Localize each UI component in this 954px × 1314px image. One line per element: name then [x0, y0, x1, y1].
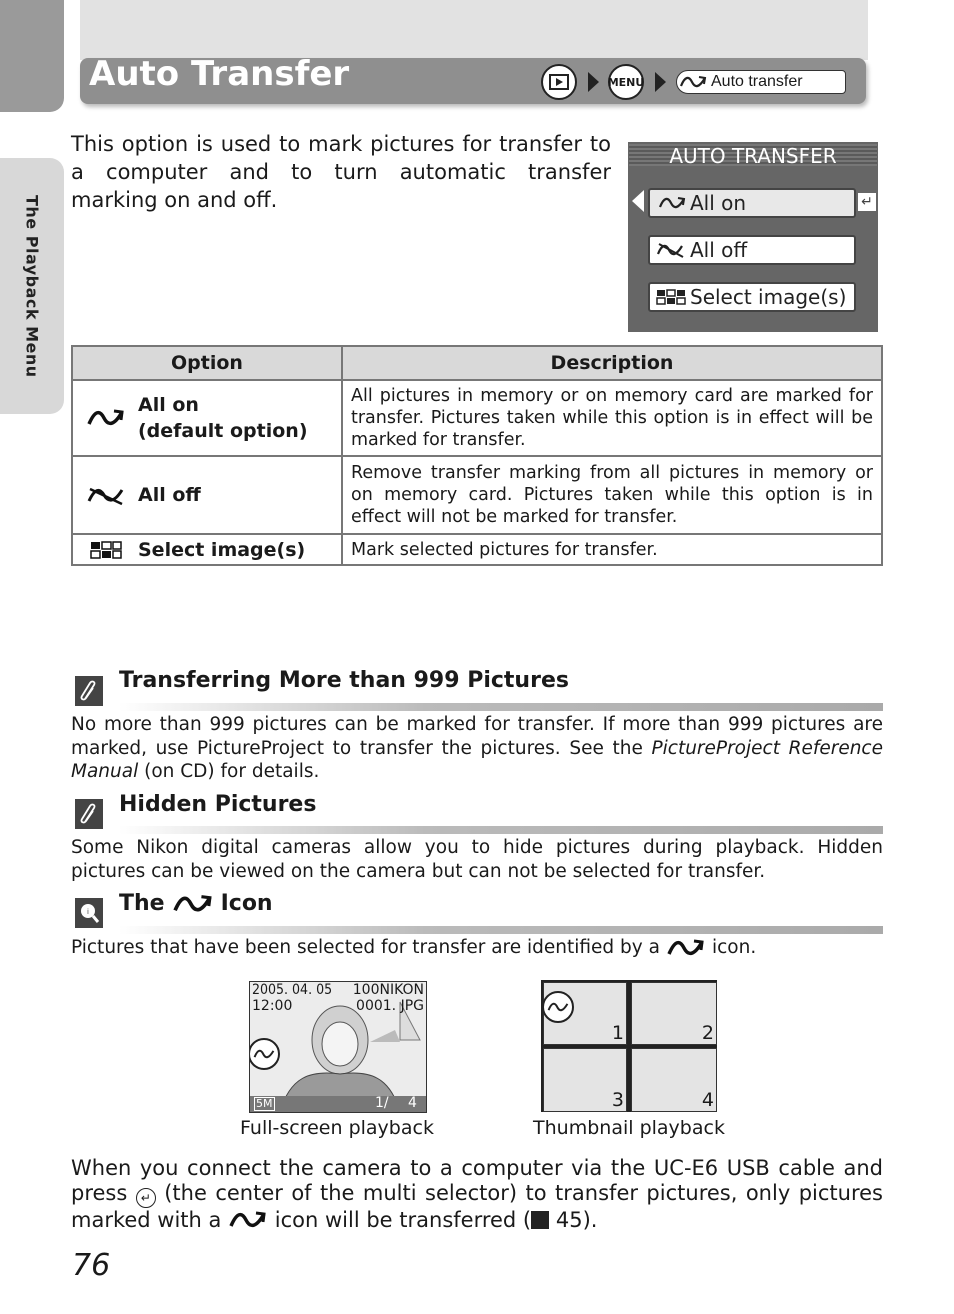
table-header: Description — [342, 346, 882, 380]
note-paperclip-icon — [75, 676, 103, 706]
photo-folder: 100NIKON — [352, 982, 424, 998]
thumbnail-playback-image — [541, 980, 717, 1112]
transfer-icon — [679, 74, 707, 90]
note-body: No more than 999 pictures can be marked for transfer. If more than 999 pictures are marked, use PictureProject to transfer the pictures. See the PictureProject Reference Manual (on CD) for details. — [71, 714, 883, 782]
transfer-icon — [74, 408, 138, 428]
note-divider — [119, 703, 883, 711]
thumbnail — [543, 982, 627, 1045]
side-tab-label: The Playback Menu — [22, 194, 42, 378]
caption-thumbnail: Thumbnail playback — [533, 1117, 725, 1139]
transfer-mark-icon — [249, 1038, 280, 1070]
breadcrumb-arrow-icon — [588, 72, 599, 92]
note-body: Some Nikon digital cameras allow you to hide pictures during playback. Hidden pictures can be viewed on the camera but can not be selected for transfer. — [71, 837, 883, 882]
menu-selector-arrow-icon — [632, 190, 644, 212]
table-header-row — [72, 346, 882, 380]
fullscreen-playback-image — [249, 981, 427, 1113]
table-cell-description: Mark selected pictures for transfer. — [342, 534, 882, 565]
side-tab-top — [0, 0, 64, 112]
thumbnail-number: 1 — [611, 1022, 624, 1044]
note-body: Pictures that have been selected for transfer are identified by a icon. — [71, 937, 757, 958]
camera-menu-title: AUTO TRANSFER — [629, 144, 877, 166]
menu-item-select-images[interactable]: Select image(s) — [648, 282, 856, 312]
photo-time: 12:00 — [252, 998, 293, 1014]
option-note: (default option) — [138, 420, 308, 442]
caption-fullscreen: Full-screen playback — [240, 1117, 434, 1139]
frame-total: 4 — [408, 1095, 417, 1111]
table-cell-option — [72, 534, 342, 565]
menu-item-all-on[interactable]: All on — [648, 188, 856, 218]
transfer-off-icon — [656, 241, 686, 259]
option-name: All off — [138, 484, 201, 506]
note-title: Hidden Pictures — [119, 792, 317, 817]
transfer-icon — [666, 938, 706, 958]
svg-text:i: i — [87, 908, 89, 916]
thumbnail-number: 4 — [701, 1089, 714, 1111]
header-background — [80, 0, 868, 60]
transfer-icon — [173, 893, 213, 915]
intro-text: This option is used to mark pictures for transfer to a computer and to turn automatic transfer marking on and off. — [71, 132, 611, 212]
transfer-off-icon — [74, 484, 138, 506]
note-divider — [119, 826, 883, 834]
thumbnail — [543, 1048, 627, 1112]
frame-counter: 1/ — [375, 1095, 389, 1111]
photo-date: 2005. 04. 05 — [252, 982, 333, 998]
note-title: The Icon — [119, 891, 273, 916]
page-reference-icon — [531, 1211, 549, 1229]
table-row — [72, 380, 882, 456]
transfer-icon — [228, 1210, 268, 1230]
enter-icon: ↵ — [858, 193, 876, 211]
playback-button-icon — [541, 64, 577, 100]
photo-status-bar — [250, 1096, 426, 1112]
table-header: Option — [72, 346, 342, 380]
note-title: Transferring More than 999 Pictures — [119, 668, 569, 693]
transfer-mark-icon — [542, 991, 574, 1023]
note-paperclip-icon — [75, 799, 103, 829]
menu-item-all-off[interactable]: All off — [648, 235, 856, 265]
page-title: Auto Transfer — [89, 54, 350, 94]
thumbnail-number: 3 — [611, 1089, 624, 1111]
photo-file: 0001. JPG — [356, 998, 424, 1014]
menu-button-icon: MENU — [608, 64, 644, 100]
table-cell-option — [72, 456, 342, 534]
options-table — [71, 345, 883, 566]
table-row — [72, 456, 882, 534]
table-cell-description: Remove transfer marking from all pictures in memory or on memory card. Pictures taken while this option is in effect will not be marked for transfer. — [342, 456, 882, 534]
image-size-badge: 5M — [256, 1097, 273, 1110]
bottom-paragraph: When you connect the camera to a computer via the UC-E6 USB cable and press ↵ (the center of the multi selector) to transfer pictures, only pictures marked with a icon will be transferred ( 45). — [71, 1156, 883, 1232]
page-number: 76 — [72, 1248, 111, 1283]
table-cell-option — [72, 380, 342, 456]
breadcrumb-current: Auto transfer — [676, 70, 846, 94]
option-name: All on — [138, 394, 199, 416]
note-divider — [119, 926, 883, 934]
breadcrumb-arrow-icon — [655, 72, 666, 92]
table-cell-description: All pictures in memory or on memory card are marked for transfer. Pictures taken while this option is in effect will be marked for transfer. — [342, 380, 882, 456]
transfer-icon — [658, 195, 686, 211]
thumbnail — [631, 982, 717, 1045]
select-images-icon — [656, 288, 686, 306]
enter-button-icon: ↵ — [136, 1188, 156, 1208]
thumbnail — [631, 1048, 717, 1112]
option-name: Select image(s) — [138, 538, 306, 561]
note-tip-icon — [75, 898, 103, 928]
select-images-icon — [74, 541, 138, 559]
thumbnail-number: 2 — [701, 1022, 714, 1044]
table-row — [72, 534, 882, 565]
